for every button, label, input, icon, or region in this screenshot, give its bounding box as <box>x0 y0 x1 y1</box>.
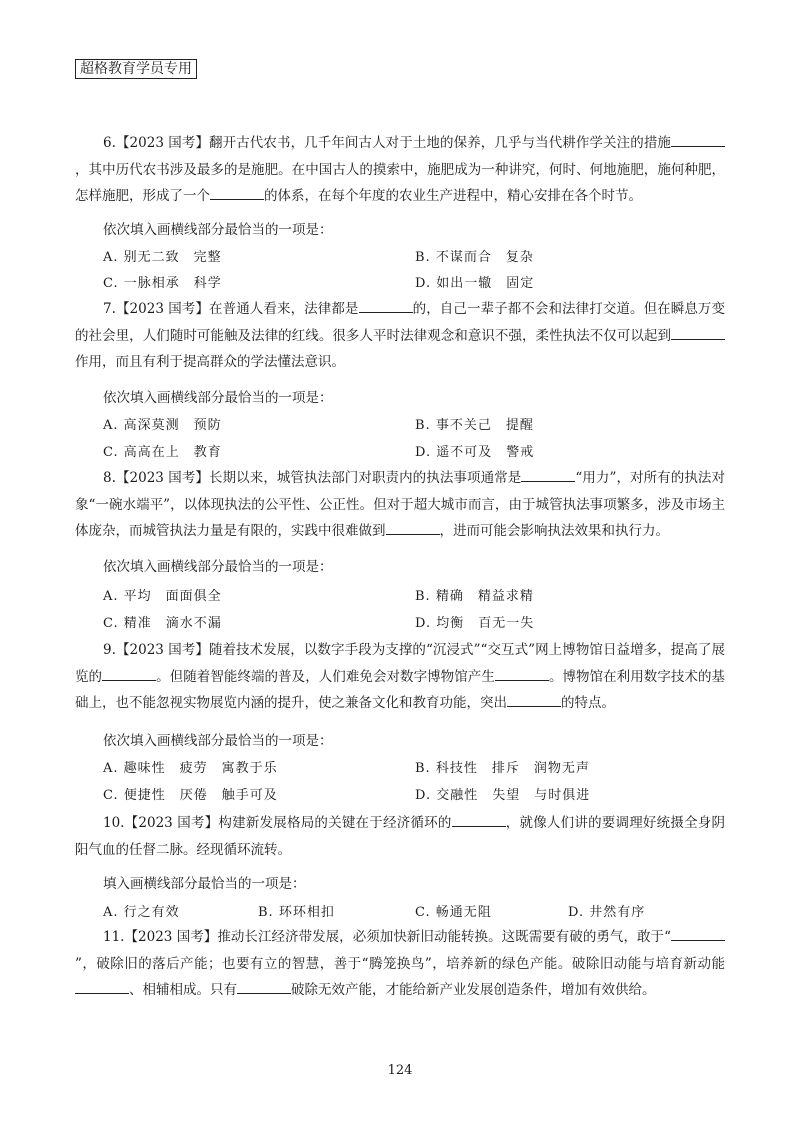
blank <box>671 327 725 340</box>
question-6-prompt: 依次填入画横线部分最恰当的一项是： <box>103 222 333 238</box>
q9-option-a[interactable]: A. 趣味性 疲劳 寓教于乐 <box>103 761 278 776</box>
q6-option-a[interactable]: A. 别无二致 完整 <box>103 250 222 265</box>
q11-text-4: 破除无效产能，才能给新产业发展创造条件，增加有效供给。 <box>291 982 656 998</box>
q7-option-a[interactable]: A. 高深莫测 预防 <box>103 418 222 433</box>
q9-text-2: 。但随着智能终端的普及，人们难免会对数字博物馆产生 <box>156 668 495 685</box>
q9-text-1: 9.【2023 国考】随着技术发展，以数字手段为支撑的“沉浸式”“交互式”网上博物馆日益增多，提高了展览的 <box>75 642 725 685</box>
question-8-stem <box>75 465 725 545</box>
header-tag: 超格教育学员专用 <box>75 59 197 79</box>
blank <box>452 814 506 827</box>
blank <box>75 981 129 994</box>
q6-option-b[interactable]: B. 不谋而合 复杂 <box>415 250 534 265</box>
q9-option-c[interactable]: C. 便捷性 厌倦 触手可及 <box>103 788 278 803</box>
question-10-prompt: 填入画横线部分最恰当的一项是： <box>103 876 306 892</box>
q6-text-2: ，其中历代农书涉及最多的是施肥。在中国古人的摸索中，施肥成为一种讲究，何时、何地施肥，施何种肥，怎样施肥，形成了一个 <box>75 161 725 204</box>
q8-text-2: “用力”，对所有的执法对象“一碗水端平”，以体现执法的公平性、公正性。但对于超大城市而言，由于城管执法事项繁多，涉及市场主体庞杂，而城管执法力量是有限的，实践中很难做到 <box>75 470 725 539</box>
page-number: 124 <box>387 1063 413 1078</box>
q8-text-3: ，进而可能会影响执法效果和执行力。 <box>439 523 669 539</box>
q11-text-3: 、相辅相成。只有 <box>129 982 237 998</box>
blank <box>507 694 561 707</box>
q10-option-a[interactable]: A. 行之有效 <box>103 905 180 920</box>
q6-option-d[interactable]: D. 如出一辙 固定 <box>415 276 535 291</box>
q7-text-3: 作用，而且有利于提高群众的学法懂法意识。 <box>75 354 345 370</box>
q9-option-d[interactable]: D. 交融性 失望 与时俱进 <box>415 788 591 803</box>
blank <box>386 522 440 535</box>
q8-option-b[interactable]: B. 精确 精益求精 <box>415 589 534 604</box>
q6-option-c[interactable]: C. 一脉相承 科学 <box>103 276 222 291</box>
blank <box>521 469 575 482</box>
blank <box>495 668 549 681</box>
q10-option-c[interactable]: C. 畅通无阻 <box>415 905 492 920</box>
blank <box>671 134 725 147</box>
blank <box>102 668 156 681</box>
blank <box>671 928 725 941</box>
q8-option-c[interactable]: C. 精准 滴水不漏 <box>103 616 222 631</box>
q9-option-b[interactable]: B. 科技性 排斥 润物无声 <box>415 761 590 776</box>
q11-text-1: 11.【2023 国考】推动长江经济带发展，必须加快新旧动能转换。这既需要有破的勇气，敢于“ <box>103 929 671 945</box>
q7-option-b[interactable]: B. 事不关己 提醒 <box>415 418 534 433</box>
question-11-stem <box>75 924 725 1004</box>
question-7-prompt: 依次填入画横线部分最恰当的一项是： <box>103 390 333 406</box>
question-9-prompt: 依次填入画横线部分最恰当的一项是： <box>103 733 333 749</box>
q8-text-1: 8.【2023 国考】长期以来，城管执法部门对职责内的执法事项通常是 <box>103 470 522 486</box>
blank <box>359 300 413 313</box>
q11-text-2: ”，破除旧的落后产能；也要有立的智慧，善于“腾笼换鸟”，培养新的绿色产能。破除旧动能与培育新动能 <box>75 955 725 972</box>
q7-option-d[interactable]: D. 遥不可及 警戒 <box>415 445 535 460</box>
q7-text-1: 7.【2023 国考】在普通人看来，法律都是 <box>103 301 359 317</box>
q10-text-1: 10.【2023 国考】构建新发展格局的关键在于经济循环的 <box>103 815 452 831</box>
q9-text-4: 的特点。 <box>561 695 615 711</box>
question-8-prompt: 依次填入画横线部分最恰当的一项是： <box>103 559 333 575</box>
question-10-stem <box>75 810 725 863</box>
q8-option-a[interactable]: A. 平均 面面俱全 <box>103 589 222 604</box>
q10-text-2: ，就像人们讲的要调理好统摄全身阴阳气血的任督二脉。经现循环流转。 <box>75 815 725 858</box>
q6-text-1: 6.【2023 国考】翻开古代农书，几千年间古人对于土地的保养，几乎与当代耕作学关注的措施 <box>103 135 671 151</box>
q7-text-2: 的，自己一辈子都不会和法律打交道。但在瞬息万变的社会里，人们随时可能触及法律的红线。很多人平时法律观念和意识不强，柔性执法不仅可以起到 <box>75 301 726 344</box>
blank <box>210 187 264 200</box>
question-9-stem <box>75 637 725 717</box>
q8-option-d[interactable]: D. 均衡 百无一失 <box>415 616 535 631</box>
q10-option-b[interactable]: B. 环环相扣 <box>258 905 335 920</box>
q7-option-c[interactable]: C. 高高在上 教育 <box>103 445 222 460</box>
blank <box>237 981 291 994</box>
q10-option-d[interactable]: D. 井然有序 <box>568 905 646 920</box>
q9-text-3: 。博物馆在利用数字技术的基础上，也不能忽视实物展览内涵的提升，使之兼备文化和教育功能，突出 <box>75 668 726 711</box>
q6-text-3: 的体系，在每个年度的农业生产进程中，精心安排在各个时节。 <box>264 188 642 204</box>
question-6-stem <box>75 130 725 210</box>
question-7-stem <box>75 296 725 376</box>
